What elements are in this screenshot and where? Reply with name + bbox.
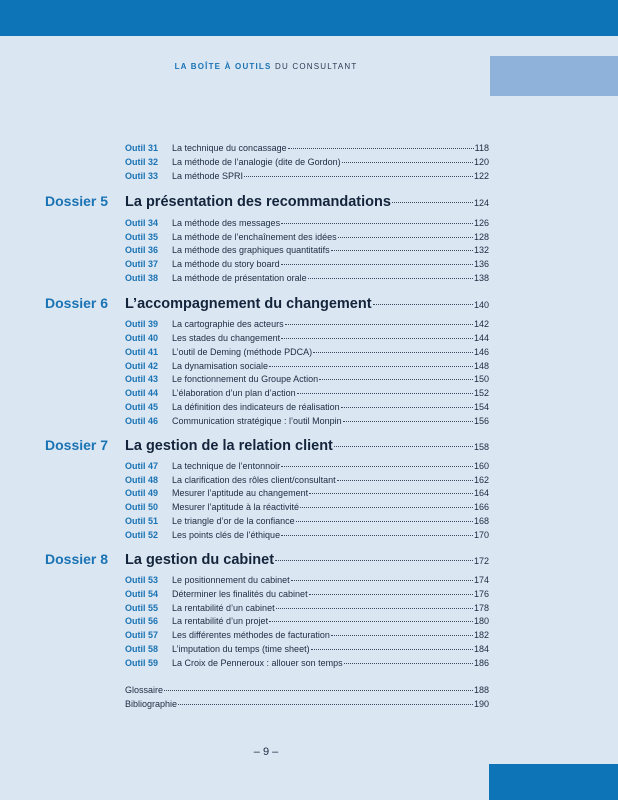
page-number: 146 — [473, 347, 489, 357]
dot-leader — [269, 621, 473, 622]
toc-entry[interactable] — [125, 388, 489, 401]
tool-number: Outil 50 — [125, 502, 159, 512]
page-number: 132 — [473, 245, 489, 255]
toc-entry[interactable] — [125, 171, 489, 184]
tool-title: Le triangle d’or de la confiance — [172, 516, 295, 526]
dot-leader — [331, 635, 473, 636]
toc-entry[interactable] — [125, 575, 489, 588]
toc-entry[interactable] — [125, 374, 489, 387]
page-number: 166 — [473, 502, 489, 512]
tool-title: Les stades du changement — [172, 333, 281, 343]
page-number: 158 — [473, 442, 489, 452]
dot-leader — [373, 304, 473, 305]
tool-title: Le positionnement du cabinet — [172, 575, 290, 585]
tool-title: La rentabilité d’un projet — [172, 616, 269, 626]
dot-leader — [343, 421, 473, 422]
toc-entry[interactable] — [125, 516, 489, 529]
dot-leader — [276, 608, 473, 609]
tool-number: Outil 41 — [125, 347, 159, 357]
tool-number: Outil 33 — [125, 171, 159, 181]
tool-title: La technique du concassage — [172, 143, 287, 153]
page-number: 156 — [473, 416, 489, 426]
dot-leader — [281, 535, 473, 536]
toc-entry[interactable] — [125, 232, 489, 245]
page-number: 184 — [473, 644, 489, 654]
page-number: 174 — [473, 575, 489, 585]
dossier-label: Dossier 6 — [45, 295, 109, 311]
tool-number: Outil 48 — [125, 475, 159, 485]
tool-number: Outil 46 — [125, 416, 159, 426]
bottom-color-bar — [489, 764, 618, 800]
page-number: 120 — [473, 157, 489, 167]
dot-leader — [164, 690, 473, 691]
page-folio: – 9 – — [253, 746, 279, 758]
tool-number: Outil 36 — [125, 245, 159, 255]
toc-entry[interactable] — [125, 603, 489, 616]
page-number: 124 — [473, 198, 489, 208]
tool-title: La méthode de l’enchaînement des idées — [172, 232, 337, 242]
toc-entry[interactable] — [125, 630, 489, 643]
tool-title: La Croix de Penneroux : allouer son temps — [172, 658, 343, 668]
dossier-heading[interactable] — [45, 193, 489, 213]
toc-entry[interactable] — [125, 157, 489, 170]
tool-number: Outil 54 — [125, 589, 159, 599]
page-number: 118 — [474, 143, 489, 153]
page-number: 180 — [473, 616, 489, 626]
page-number: 190 — [473, 699, 489, 709]
tool-title: La méthode SPRI — [172, 171, 244, 181]
toc-entry[interactable] — [125, 347, 489, 360]
tool-title: La cartographie des acteurs — [172, 319, 284, 329]
toc-entry[interactable] — [125, 218, 489, 231]
tool-title: La méthode de présentation orale — [172, 273, 307, 283]
tool-number: Outil 49 — [125, 488, 159, 498]
tool-number: Outil 59 — [125, 658, 159, 668]
tool-number: Outil 38 — [125, 273, 159, 283]
tool-number: Outil 58 — [125, 644, 159, 654]
dot-leader — [281, 338, 473, 339]
running-header-suffix: DU CONSULTANT — [275, 62, 358, 71]
entry-title: Bibliographie — [125, 699, 178, 709]
dossier-heading[interactable] — [45, 437, 489, 457]
dot-leader — [296, 521, 473, 522]
toc-entry[interactable] — [125, 143, 489, 156]
tool-number: Outil 57 — [125, 630, 159, 640]
dossier-label: Dossier 8 — [45, 551, 109, 567]
tool-title: Communication stratégique : l’outil Monpin — [172, 416, 342, 426]
tool-number: Outil 42 — [125, 361, 159, 371]
page-number: 168 — [473, 516, 489, 526]
dot-leader — [285, 324, 473, 325]
dossier-heading[interactable] — [45, 295, 489, 315]
page-number: 162 — [473, 475, 489, 485]
page-number: 144 — [473, 333, 489, 343]
page-number: 122 — [473, 171, 489, 181]
dot-leader — [342, 162, 473, 163]
dot-leader — [392, 202, 473, 203]
dot-leader — [319, 379, 473, 380]
tool-title: La méthode du story board — [172, 259, 280, 269]
dot-leader — [297, 393, 473, 394]
toc-entry[interactable] — [125, 333, 489, 346]
dot-leader — [331, 250, 473, 251]
page-number: 128 — [473, 232, 489, 242]
dot-leader — [309, 493, 473, 494]
tool-title: La rentabilité d’un cabinet — [172, 603, 275, 613]
top-color-bar — [0, 0, 618, 36]
tool-title: L’imputation du temps (time sheet) — [172, 644, 310, 654]
toc-entry[interactable] — [125, 319, 489, 332]
tool-title: La méthode de l’analogie (dite de Gordon) — [172, 157, 341, 167]
tool-number: Outil 43 — [125, 374, 159, 384]
page-number: 126 — [473, 218, 489, 228]
tool-number: Outil 53 — [125, 575, 159, 585]
page-number: 140 — [473, 300, 489, 310]
tool-number: Outil 32 — [125, 157, 159, 167]
tool-number: Outil 40 — [125, 333, 159, 343]
toc-entry[interactable] — [125, 502, 489, 515]
toc-entry[interactable] — [125, 402, 489, 415]
tool-title: La technique de l’entonnoir — [172, 461, 281, 471]
tool-number: Outil 31 — [125, 143, 159, 153]
tool-title: La définition des indicateurs de réalisation — [172, 402, 340, 412]
page-number: 178 — [473, 603, 489, 613]
toc-entry[interactable] — [125, 416, 489, 429]
dot-leader — [275, 560, 473, 561]
page-number: 172 — [473, 556, 489, 566]
toc-entry-bibliography[interactable] — [125, 699, 489, 712]
tool-title: Déterminer les finalités du cabinet — [172, 589, 308, 599]
dossier-heading[interactable] — [45, 551, 489, 571]
tool-number: Outil 45 — [125, 402, 159, 412]
toc-entry[interactable] — [125, 461, 489, 474]
toc-entry-glossary[interactable] — [125, 685, 489, 698]
dot-leader — [309, 594, 473, 595]
tool-number: Outil 39 — [125, 319, 159, 329]
tool-title: L’élaboration d’un plan d’action — [172, 388, 296, 398]
page-number: 150 — [473, 374, 489, 384]
dossier-title: La présentation des recommandations — [125, 194, 391, 210]
page-number: 148 — [473, 361, 489, 371]
dot-leader — [244, 176, 473, 177]
running-header — [0, 62, 532, 71]
toc-entry[interactable] — [125, 658, 489, 671]
dot-leader — [311, 649, 473, 650]
tool-number: Outil 52 — [125, 530, 159, 540]
page-number: 186 — [473, 658, 489, 668]
dossier-title: L’accompagnement du changement — [125, 296, 372, 312]
page-number: 154 — [473, 402, 489, 412]
tool-title: L’outil de Deming (méthode PDCA) — [172, 347, 313, 357]
page-number: 170 — [473, 530, 489, 540]
tool-number: Outil 44 — [125, 388, 159, 398]
tool-title: Les points clés de l’éthique — [172, 530, 281, 540]
toc-entry[interactable] — [125, 644, 489, 657]
toc-entry[interactable] — [125, 488, 489, 501]
dossier-label: Dossier 7 — [45, 437, 109, 453]
running-header-brand: LA BOÎTE À OUTILS — [174, 62, 272, 71]
toc-entry[interactable] — [125, 361, 489, 374]
tool-number: Outil 34 — [125, 218, 159, 228]
toc-entry[interactable] — [125, 616, 489, 629]
page-number: 164 — [473, 488, 489, 498]
entry-title: Glossaire — [125, 685, 164, 695]
tool-number: Outil 56 — [125, 616, 159, 626]
page-number: 138 — [473, 273, 489, 283]
toc-entry[interactable] — [125, 273, 489, 286]
toc-entry[interactable] — [125, 259, 489, 272]
toc-entry[interactable] — [125, 589, 489, 602]
page-number: 160 — [473, 461, 489, 471]
tool-number: Outil 37 — [125, 259, 159, 269]
dot-leader — [281, 264, 473, 265]
dot-leader — [337, 480, 473, 481]
dot-leader — [313, 352, 473, 353]
page-number: 188 — [473, 685, 489, 695]
tool-number: Outil 35 — [125, 232, 159, 242]
tool-title: La méthode des graphiques quantitatifs — [172, 245, 330, 255]
page-number: 142 — [473, 319, 489, 329]
tool-title: La méthode des messages — [172, 218, 281, 228]
page-number: 182 — [473, 630, 489, 640]
dot-leader — [300, 507, 473, 508]
dot-leader — [334, 446, 473, 447]
dot-leader — [341, 407, 473, 408]
dossier-title: La gestion de la relation client — [125, 438, 333, 454]
tool-number: Outil 55 — [125, 603, 159, 613]
dot-leader — [178, 704, 473, 705]
toc-entry[interactable] — [125, 245, 489, 258]
dot-leader — [308, 278, 473, 279]
dot-leader — [288, 148, 474, 149]
dossier-label: Dossier 5 — [45, 193, 109, 209]
tool-title: Les différentes méthodes de facturation — [172, 630, 330, 640]
page-number: 176 — [473, 589, 489, 599]
tool-title: Le fonctionnement du Groupe Action — [172, 374, 319, 384]
dot-leader — [344, 663, 473, 664]
tool-number: Outil 51 — [125, 516, 159, 526]
tool-title: Mesurer l’aptitude au changement — [172, 488, 309, 498]
tool-title: La clarification des rôles client/consultant — [172, 475, 336, 485]
dot-leader — [338, 237, 473, 238]
dot-leader — [269, 366, 473, 367]
dot-leader — [291, 580, 473, 581]
toc-entry[interactable] — [125, 475, 489, 488]
tool-number: Outil 47 — [125, 461, 159, 471]
tool-title: La dynamisation sociale — [172, 361, 269, 371]
dot-leader — [281, 466, 473, 467]
page-number: 136 — [473, 259, 489, 269]
dot-leader — [281, 223, 473, 224]
tool-title: Mesurer l’aptitude à la réactivité — [172, 502, 300, 512]
toc-entry[interactable] — [125, 530, 489, 543]
page-number: 152 — [473, 388, 489, 398]
dossier-title: La gestion du cabinet — [125, 552, 275, 568]
